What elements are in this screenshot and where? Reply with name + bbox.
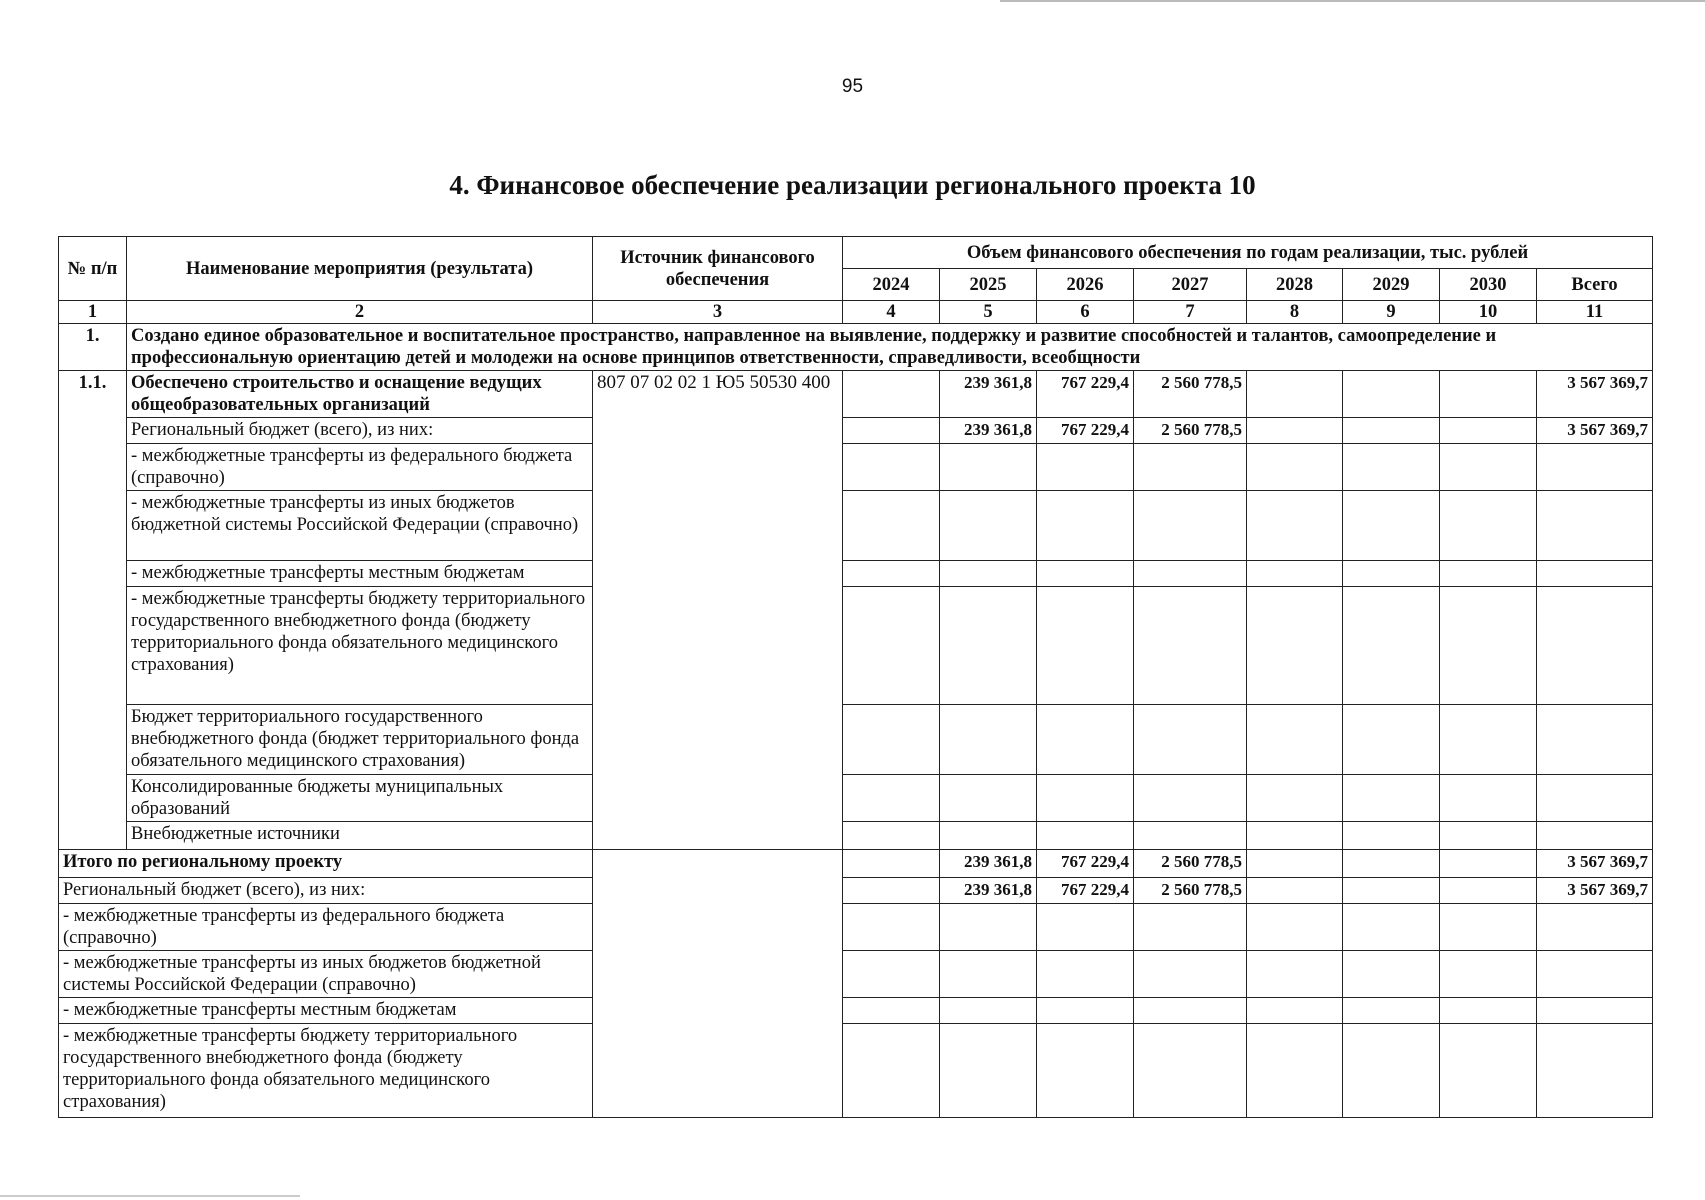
total-row — [59, 904, 1653, 951]
total-value — [1537, 998, 1653, 1024]
total-value — [1537, 705, 1653, 775]
year-value — [1247, 878, 1343, 904]
item-name: Консолидированные бюджеты муниципальных образований — [127, 775, 593, 822]
section-row — [59, 324, 1653, 371]
column-number: 2 — [127, 301, 593, 324]
item-row — [59, 561, 1653, 587]
year-value — [1134, 951, 1247, 998]
year-value — [1440, 1024, 1537, 1118]
section-text: Создано единое образовательное и воспитательное пространство, направленное на выявление, поддержку и развитие способностей и талантов, самоопределение и профессиональную ориентацию детей и молодежи на основе принципов ответственности, справедливости, всеобщности — [127, 324, 1653, 371]
total-value — [1537, 444, 1653, 491]
year-value — [940, 904, 1037, 951]
item-name: - межбюджетные трансферты бюджету территориального государственного внебюджетного фонда (бюджету территориального фонда обязательного медицинского страхования) — [127, 587, 593, 705]
page-number: 95 — [841, 76, 864, 97]
item-name: - межбюджетные трансферты из иных бюджетов бюджетной системы Российской Федерации (справочно) — [127, 491, 593, 561]
year-value — [1037, 822, 1134, 850]
year-value — [1343, 705, 1440, 775]
item-row — [59, 587, 1653, 705]
year-value — [1440, 998, 1537, 1024]
header-year: 2027 — [1134, 269, 1247, 301]
year-value — [1247, 705, 1343, 775]
column-number: 1 — [59, 301, 127, 324]
item-row — [59, 418, 1653, 444]
year-value — [940, 705, 1037, 775]
year-value — [1037, 1024, 1134, 1118]
year-value — [1247, 951, 1343, 998]
header-name: Наименование мероприятия (результата) — [127, 237, 593, 301]
total-row — [59, 878, 1653, 904]
year-value: 2 560 778,5 — [1134, 371, 1247, 418]
year-value — [1440, 878, 1537, 904]
header-total: Всего — [1537, 269, 1653, 301]
year-value — [1037, 775, 1134, 822]
item-row — [59, 444, 1653, 491]
year-value — [1037, 491, 1134, 561]
year-value — [1440, 705, 1537, 775]
year-value — [1247, 587, 1343, 705]
year-value — [1343, 904, 1440, 951]
year-value — [843, 878, 940, 904]
year-value — [1343, 371, 1440, 418]
year-value — [1247, 904, 1343, 951]
header-source: Источник финансового обеспечения — [593, 237, 843, 301]
year-value: 239 361,8 — [940, 878, 1037, 904]
header-num: № п/п — [59, 237, 127, 301]
year-value — [1247, 822, 1343, 850]
year-value — [1134, 705, 1247, 775]
scan-artifact-bottom — [0, 1195, 300, 1197]
column-number: 3 — [593, 301, 843, 324]
year-value — [843, 951, 940, 998]
year-value — [1440, 371, 1537, 418]
year-value — [1343, 418, 1440, 444]
year-value — [1440, 491, 1537, 561]
financing-table — [58, 236, 1653, 1118]
year-value — [1037, 951, 1134, 998]
year-value — [843, 587, 940, 705]
column-number: 7 — [1134, 301, 1247, 324]
total-name: Региональный бюджет (всего), из них: — [59, 878, 593, 904]
year-value: 239 361,8 — [940, 850, 1037, 878]
year-value — [1134, 444, 1247, 491]
year-value — [1343, 587, 1440, 705]
year-value — [1134, 998, 1247, 1024]
item-row — [59, 775, 1653, 822]
year-value: 2 560 778,5 — [1134, 878, 1247, 904]
item-name: Обеспечено строительство и оснащение ведущих общеобразовательных организаций — [127, 371, 593, 418]
total-value — [1537, 1024, 1653, 1118]
year-value — [940, 1024, 1037, 1118]
item-row — [59, 822, 1653, 850]
total-name: - межбюджетные трансферты из иных бюджетов бюджетной системы Российской Федерации (справочно) — [59, 951, 593, 998]
year-value — [1440, 561, 1537, 587]
year-value — [1247, 1024, 1343, 1118]
year-value — [843, 418, 940, 444]
column-number: 8 — [1247, 301, 1343, 324]
item-name: Внебюджетные источники — [127, 822, 593, 850]
year-value — [1247, 850, 1343, 878]
total-value — [1537, 775, 1653, 822]
year-value — [1134, 775, 1247, 822]
header-year: 2028 — [1247, 269, 1343, 301]
year-value — [1134, 822, 1247, 850]
total-value — [1537, 587, 1653, 705]
year-value — [1037, 587, 1134, 705]
year-value: 767 229,4 — [1037, 850, 1134, 878]
year-value — [940, 998, 1037, 1024]
total-row — [59, 850, 1653, 878]
year-value — [1440, 587, 1537, 705]
year-value — [1343, 850, 1440, 878]
year-value: 2 560 778,5 — [1134, 850, 1247, 878]
year-value — [940, 822, 1037, 850]
year-value — [1134, 491, 1247, 561]
year-value — [1134, 587, 1247, 705]
year-value — [843, 904, 940, 951]
year-value — [843, 371, 940, 418]
total-row — [59, 998, 1653, 1024]
header-year: 2025 — [940, 269, 1037, 301]
section-num: 1. — [59, 324, 127, 371]
year-value — [1440, 904, 1537, 951]
total-name: - межбюджетные трансферты местным бюджетам — [59, 998, 593, 1024]
year-value — [1037, 904, 1134, 951]
year-value — [1440, 418, 1537, 444]
year-value — [1037, 561, 1134, 587]
year-value — [843, 1024, 940, 1118]
year-value — [1247, 561, 1343, 587]
column-number: 10 — [1440, 301, 1537, 324]
year-value — [1134, 904, 1247, 951]
item-name: Региональный бюджет (всего), из них: — [127, 418, 593, 444]
item-num: 1.1. — [59, 371, 127, 850]
total-value — [1537, 951, 1653, 998]
total-value — [1537, 822, 1653, 850]
year-value — [1037, 998, 1134, 1024]
year-value: 767 229,4 — [1037, 878, 1134, 904]
source-cell — [593, 850, 843, 1118]
column-numbers-row — [59, 301, 1653, 324]
year-value — [1343, 444, 1440, 491]
year-value — [1343, 775, 1440, 822]
total-name: Итого по региональному проекту — [59, 850, 593, 878]
year-value — [1343, 878, 1440, 904]
year-value — [940, 587, 1037, 705]
year-value — [1247, 491, 1343, 561]
total-value: 3 567 369,7 — [1537, 371, 1653, 418]
year-value: 239 361,8 — [940, 418, 1037, 444]
item-name: Бюджет территориального государственного внебюджетного фонда (бюджет территориального фонда обязательного медицинского страхования) — [127, 705, 593, 775]
year-value — [1343, 1024, 1440, 1118]
year-value — [843, 705, 940, 775]
year-value — [843, 444, 940, 491]
year-value — [940, 951, 1037, 998]
year-value — [1247, 998, 1343, 1024]
total-value — [1537, 561, 1653, 587]
item-row — [59, 491, 1653, 561]
source-cell: 807 07 02 02 1 Ю5 50530 400 — [593, 371, 843, 850]
year-value: 2 560 778,5 — [1134, 418, 1247, 444]
header-year: 2030 — [1440, 269, 1537, 301]
year-value — [1440, 775, 1537, 822]
year-value — [843, 822, 940, 850]
item-row — [59, 371, 1653, 418]
year-value — [1134, 1024, 1247, 1118]
year-value — [1343, 491, 1440, 561]
total-value: 3 567 369,7 — [1537, 850, 1653, 878]
page-title: 4. Финансовое обеспечение реализации регионального проекта 10 — [449, 170, 1256, 200]
year-value — [1440, 951, 1537, 998]
item-name: - межбюджетные трансферты местным бюджетам — [127, 561, 593, 587]
year-value — [940, 491, 1037, 561]
total-name: - межбюджетные трансферты бюджету территориального государственного внебюджетного фонда (бюджету территориального фонда обязательного медицинского страхования) — [59, 1024, 593, 1118]
year-value — [1037, 705, 1134, 775]
column-number: 4 — [843, 301, 940, 324]
item-name: - межбюджетные трансферты из федерального бюджета (справочно) — [127, 444, 593, 491]
year-value — [843, 561, 940, 587]
column-number: 9 — [1343, 301, 1440, 324]
header-year: 2029 — [1343, 269, 1440, 301]
total-row — [59, 951, 1653, 998]
year-value — [1247, 444, 1343, 491]
scan-artifact-top — [1000, 0, 1705, 2]
year-value — [1247, 371, 1343, 418]
year-value — [1037, 444, 1134, 491]
year-value — [940, 775, 1037, 822]
total-value: 3 567 369,7 — [1537, 878, 1653, 904]
year-value — [1247, 418, 1343, 444]
header-volume: Объем финансового обеспечения по годам реализации, тыс. рублей — [843, 237, 1653, 269]
column-number: 5 — [940, 301, 1037, 324]
year-value — [1134, 561, 1247, 587]
year-value — [940, 561, 1037, 587]
header-year: 2024 — [843, 269, 940, 301]
year-value — [1440, 850, 1537, 878]
year-value: 767 229,4 — [1037, 418, 1134, 444]
year-value — [940, 444, 1037, 491]
total-value — [1537, 904, 1653, 951]
column-number: 11 — [1537, 301, 1653, 324]
year-value — [843, 998, 940, 1024]
year-value — [843, 491, 940, 561]
year-value — [1343, 998, 1440, 1024]
year-value — [1440, 444, 1537, 491]
year-value — [1440, 822, 1537, 850]
total-value — [1537, 491, 1653, 561]
column-number: 6 — [1037, 301, 1134, 324]
header-year: 2026 — [1037, 269, 1134, 301]
total-value: 3 567 369,7 — [1537, 418, 1653, 444]
year-value — [1343, 951, 1440, 998]
year-value — [843, 775, 940, 822]
year-value: 767 229,4 — [1037, 371, 1134, 418]
year-value — [1343, 822, 1440, 850]
year-value — [1247, 775, 1343, 822]
year-value — [843, 850, 940, 878]
year-value: 239 361,8 — [940, 371, 1037, 418]
year-value — [1343, 561, 1440, 587]
item-row — [59, 705, 1653, 775]
total-row — [59, 1024, 1653, 1118]
total-name: - межбюджетные трансферты из федерального бюджета (справочно) — [59, 904, 593, 951]
